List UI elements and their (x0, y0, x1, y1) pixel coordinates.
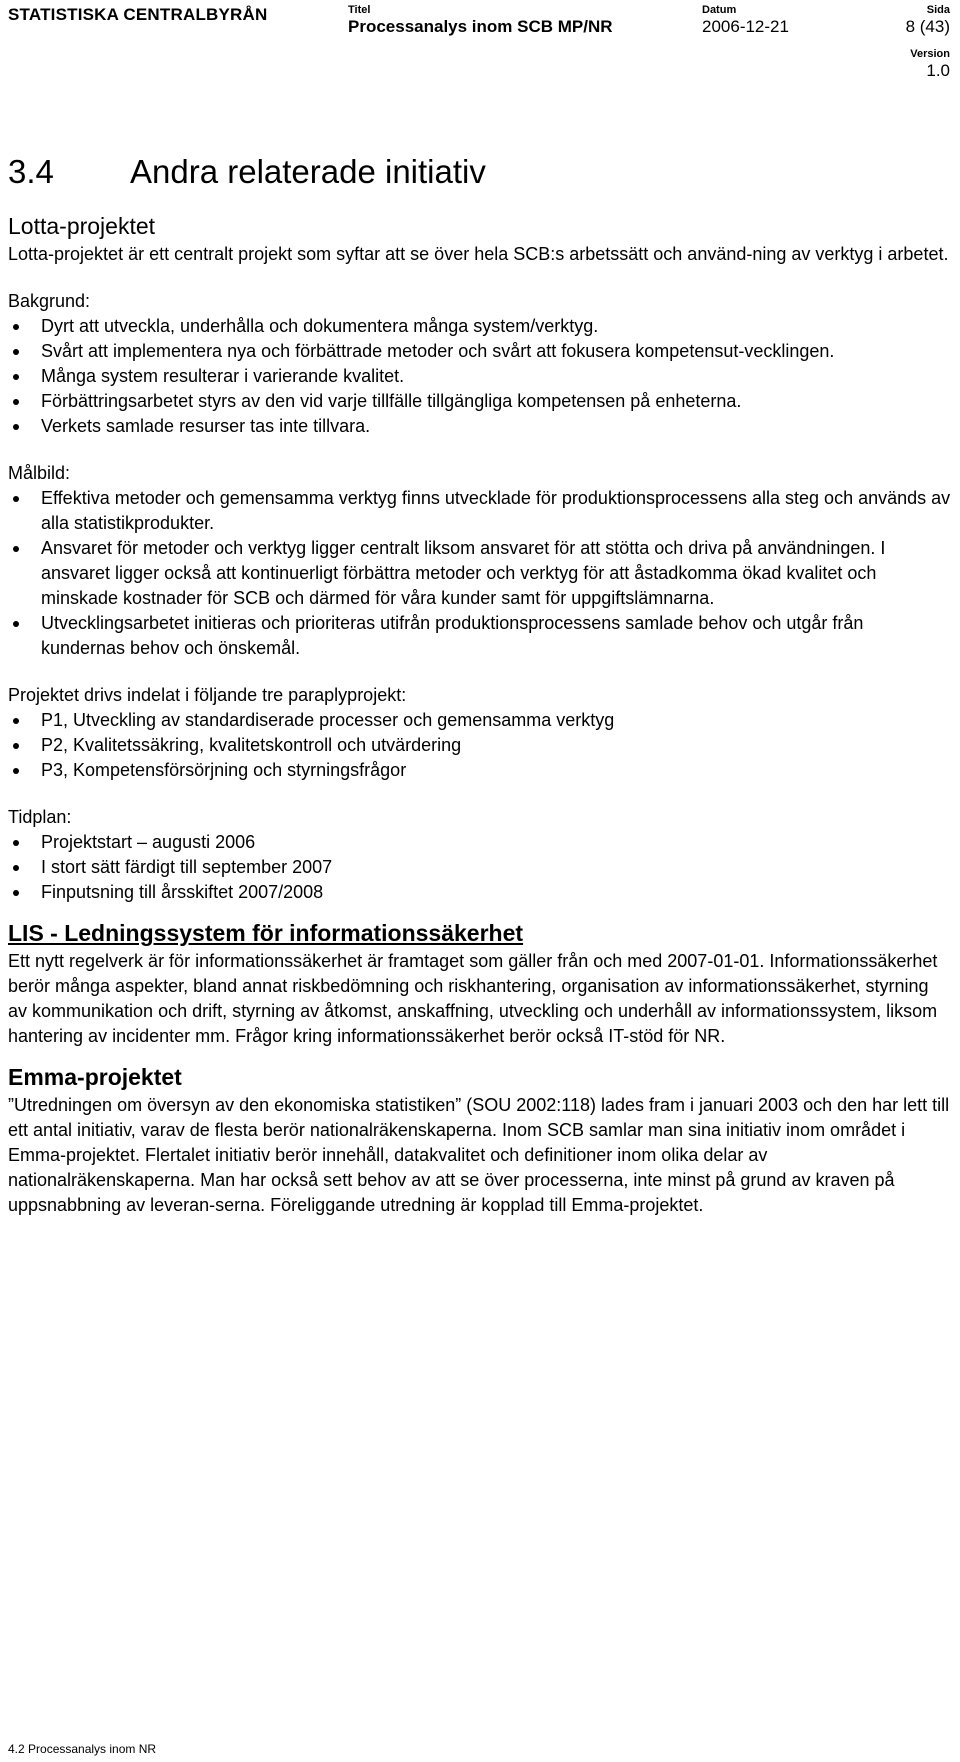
lotta-heading: Lotta-projektet (8, 213, 156, 239)
list-item: Utvecklingsarbetet initieras och prioriteras utifrån produktionsprocessens samlade behov och utgår från kundernas behov och önskemål. (8, 611, 952, 661)
version-label: Version (910, 48, 950, 60)
paraply-list (8, 708, 952, 783)
list-item: Svårt att implementera nya och förbättrade metoder och svårt att fokusera kompetensut-vecklingen. (8, 339, 952, 364)
lotta-intro: Lotta-projektet är ett centralt projekt som syftar att se över hela SCB:s arbetssätt och använd-ning av verktyg i arbetet. (8, 244, 949, 264)
list-item: Ansvaret för metoder och verktyg ligger centralt liksom ansvaret för att stötta och driva på användningen. I ansvaret ligger också att kontinuerligt förbättra metoder och verktyg för att åstadkomma ökad kvalitet och minskade kostnader för SCB och därmed för våra kunder samt för uppgiftslämnarna. (8, 536, 952, 611)
header-date-block (702, 4, 789, 37)
list-item: P3, Kompetensförsörjning och styrningsfrågor (8, 758, 952, 783)
list-item: Finputsning till årsskiftet 2007/2008 (8, 880, 952, 905)
list-item: I stort sätt färdigt till september 2007 (8, 855, 952, 880)
page-value: 8 (43) (905, 17, 950, 36)
title-value: Processanalys inom SCB MP/NR (348, 17, 613, 36)
bakgrund-list (8, 314, 952, 439)
tidplan-list (8, 830, 952, 905)
section-title: Andra relaterade initiativ (130, 153, 486, 190)
list-item: P1, Utveckling av standardiserade processer och gemensamma verktyg (8, 708, 952, 733)
version-value: 1.0 (926, 61, 950, 80)
document-header (0, 0, 960, 90)
header-page-block (860, 4, 950, 37)
emma-heading: Emma-projektet (8, 1064, 182, 1090)
bakgrund-label: Bakgrund: (8, 291, 91, 311)
list-item: Förbättringsarbetet styrs av den vid varje tillfälle tillgängliga kompetensen på enheterna. (8, 389, 952, 414)
emma-body: ”Utredningen om översyn av den ekonomiska statistiken” (SOU 2002:118) lades fram i januari 2003 och den har lett till ett antal initiativ, varav de flesta berör nationalräkenskaperna. Inom SCB samlar man sina initiativ inom området i Emma-projektet. Flertalet initiativ berör innehåll, datakvalitet och definitioner inom olika delar av nationalräkenskaperna. Man har också sett behov av att se över processerna, inte minst på grund av kraven på uppsnabbning av leveran-serna. Föreliggande utredning är kopplad till Emma-projektet. (8, 1095, 950, 1215)
document-body (8, 152, 952, 1218)
organization-name: STATISTISKA CENTRALBYRÅN (8, 5, 268, 24)
list-item: Verkets samlade resurser tas inte tillvara. (8, 414, 952, 439)
list-item: Effektiva metoder och gemensamma verktyg finns utvecklade för produktionsprocessens alla steg och används av alla statistikprodukter. (8, 486, 952, 536)
paraply-label: Projektet drivs indelat i följande tre paraplyprojekt: (8, 685, 407, 705)
title-label: Titel (348, 4, 371, 16)
section-number: 3.4 (8, 153, 54, 190)
lis-body: Ett nytt regelverk är för informationssäkerhet är framtaget som gäller från och med 2007-01-01. Informationssäkerhet berör många aspekter, bland annat riskbedömning och riskhantering, organisation av informationssäkerhet, styrning av kommunikation och drift, styrning av åtkomst, anskaffning, utveckling och underhåll av informationssystem, liksom hantering av incidenter mm. Frågor kring informationssäkerhet berör också IT-stöd för NR. (8, 951, 938, 1046)
list-item: Många system resulterar i varierande kvalitet. (8, 364, 952, 389)
header-title-block (348, 4, 613, 37)
tidplan-label: Tidplan: (8, 807, 72, 827)
malbild-list (8, 486, 952, 661)
page-footer: 4.2 Processanalys inom NR (8, 1742, 157, 1756)
page-label: Sida (926, 4, 950, 16)
date-label: Datum (702, 4, 737, 16)
list-item: Projektstart – augusti 2006 (8, 830, 952, 855)
date-value: 2006-12-21 (702, 17, 789, 36)
malbild-label: Målbild: (8, 463, 71, 483)
section-heading (8, 152, 952, 192)
header-version-block (860, 48, 950, 81)
list-item: Dyrt att utveckla, underhålla och dokumentera många system/verktyg. (8, 314, 952, 339)
lis-heading: LIS - Ledningssystem för informationssäkerhet (8, 920, 524, 946)
list-item: P2, Kvalitetssäkring, kvalitetskontroll och utvärdering (8, 733, 952, 758)
